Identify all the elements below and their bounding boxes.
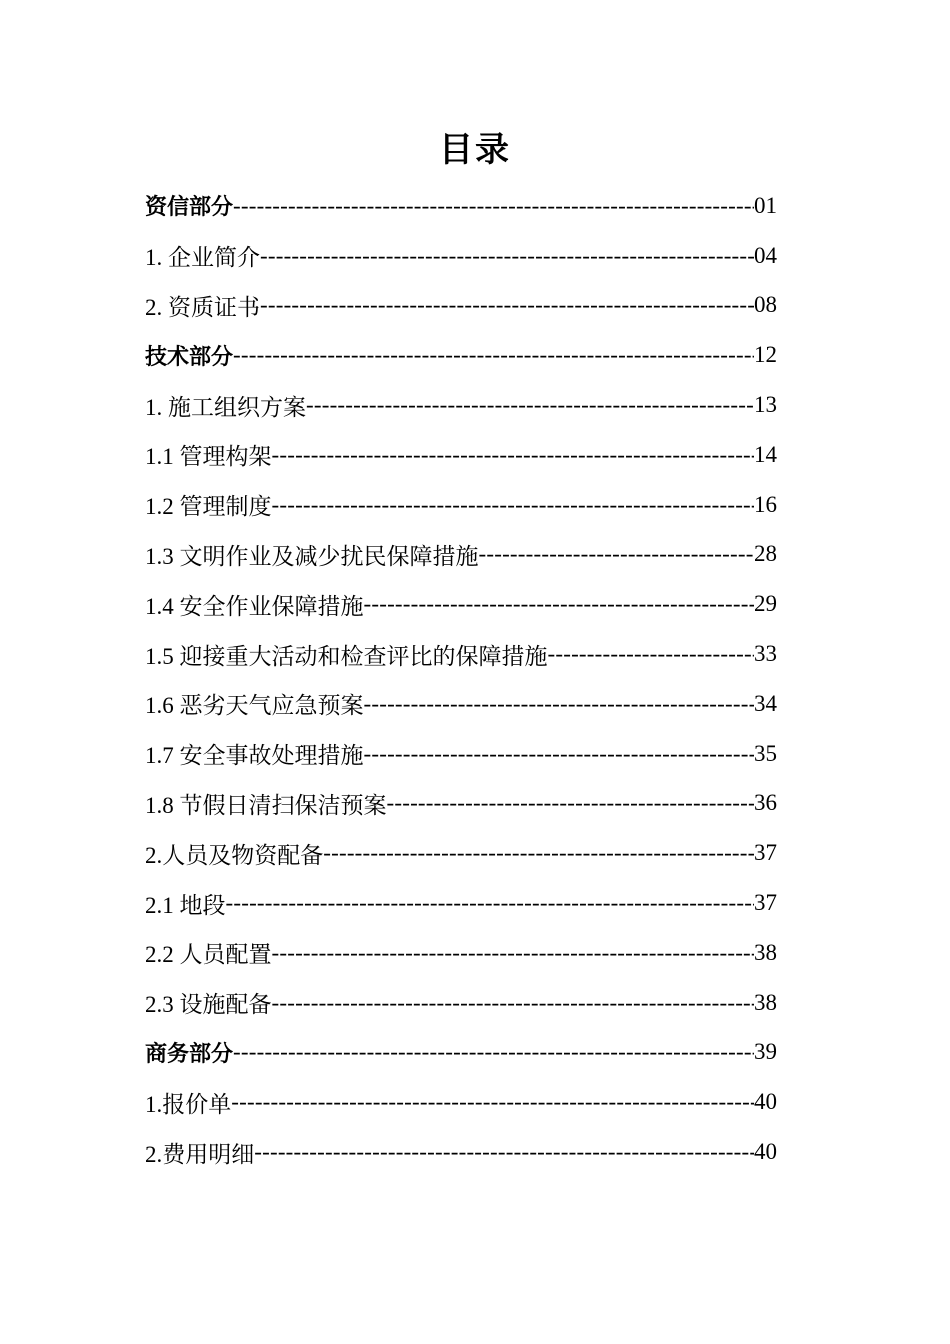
toc-entry-label: 1.8 节假日清扫保洁预案 [145,792,387,818]
toc-entry-page: 13 [754,392,777,418]
toc-entry [145,629,777,679]
toc-leader [226,890,755,916]
toc-leader [254,1139,754,1165]
toc-entry-label: 1.2 管理制度 [145,494,272,520]
toc-leader [272,990,755,1016]
toc-entry-page: 14 [754,441,777,467]
toc-entry-label: 1.报价单 [145,1091,232,1117]
toc-entry [145,978,777,1028]
toc-leader [260,292,754,318]
toc-entry [145,679,777,729]
toc-leader [548,641,755,667]
toc-entry-page: 38 [754,939,777,965]
toc-entry-page: 40 [754,1089,777,1115]
toc-entry-label: 1.3 文明作业及减少扰民保障措施 [145,543,479,569]
toc-entry-label: 2.1 地段 [145,892,226,918]
toc-entry-page: 33 [754,641,777,667]
toc-entry-label: 1.7 安全事故处理措施 [145,743,364,769]
toc-leader [272,940,755,966]
toc-leader [364,591,755,617]
toc-entry [145,480,777,530]
toc-entry [145,878,777,928]
toc-leader [233,193,754,219]
toc-entry-label: 2.3 设施配备 [145,992,272,1018]
toc-leader [233,342,754,368]
toc-entry-page: 12 [754,342,777,368]
toc-entry-page: 04 [754,242,777,268]
toc-entry-label: 1.5 迎接重大活动和检查评比的保障措施 [145,643,548,669]
toc-entry [145,281,777,331]
toc-entry-label: 1.1 管理构架 [145,444,272,470]
toc-entry-page: 28 [754,541,777,567]
toc-entry-page: 37 [754,890,777,916]
toc-entry [145,828,777,878]
toc-leader [323,840,754,866]
toc-leader [479,541,755,567]
toc-entry [145,181,777,231]
toc-entry-label: 2.人员及物资配备 [145,842,324,868]
toc-entry-label: 技术部分 [145,344,234,370]
toc-leader [272,492,755,518]
toc-entry-label: 2.费用明细 [145,1141,255,1167]
toc-entry-label: 1. 施工组织方案 [145,394,306,420]
toc-entry-page: 38 [754,989,777,1015]
toc-entry-page: 37 [754,840,777,866]
toc-entry [145,729,777,779]
toc-entry [145,1127,777,1177]
toc-entry-page: 01 [754,192,777,218]
toc-list [145,181,777,1177]
toc-leader [260,243,754,269]
toc-leader [231,1089,754,1115]
toc-leader [272,442,755,468]
toc-leader [364,691,755,717]
toc-entry-label: 资信部分 [145,195,234,221]
toc-entry [145,530,777,580]
toc-entry-label: 商务部分 [145,1041,234,1067]
toc-entry-page: 16 [754,491,777,517]
toc-entry [145,928,777,978]
toc-entry [145,231,777,281]
toc-entry-label: 1. 企业简介 [145,245,260,271]
toc-entry-label: 1.6 恶劣天气应急预案 [145,693,364,719]
toc-title: 目录 [439,130,511,170]
toc-leader [233,1039,754,1065]
toc-entry-page: 29 [754,591,777,617]
toc-entry-page: 39 [754,1039,777,1065]
toc-entry [145,1028,777,1078]
toc-entry-label: 1.4 安全作业保障措施 [145,593,364,619]
toc-entry [145,330,777,380]
toc-entry-page: 36 [754,790,777,816]
toc-entry [145,1077,777,1127]
toc-entry-page: 40 [754,1139,777,1165]
toc-entry-page: 34 [754,690,777,716]
toc-entry-label: 2.2 人员配置 [145,942,272,968]
toc-leader [387,790,755,816]
toc-entry [145,430,777,480]
toc-entry-page: 08 [754,292,777,318]
toc-entry-page: 35 [754,740,777,766]
toc-entry-label: 2. 资质证书 [145,294,260,320]
toc-entry [145,779,777,829]
toc-leader [306,392,754,418]
toc-leader [364,741,755,767]
toc-entry [145,579,777,629]
toc-entry [145,380,777,430]
